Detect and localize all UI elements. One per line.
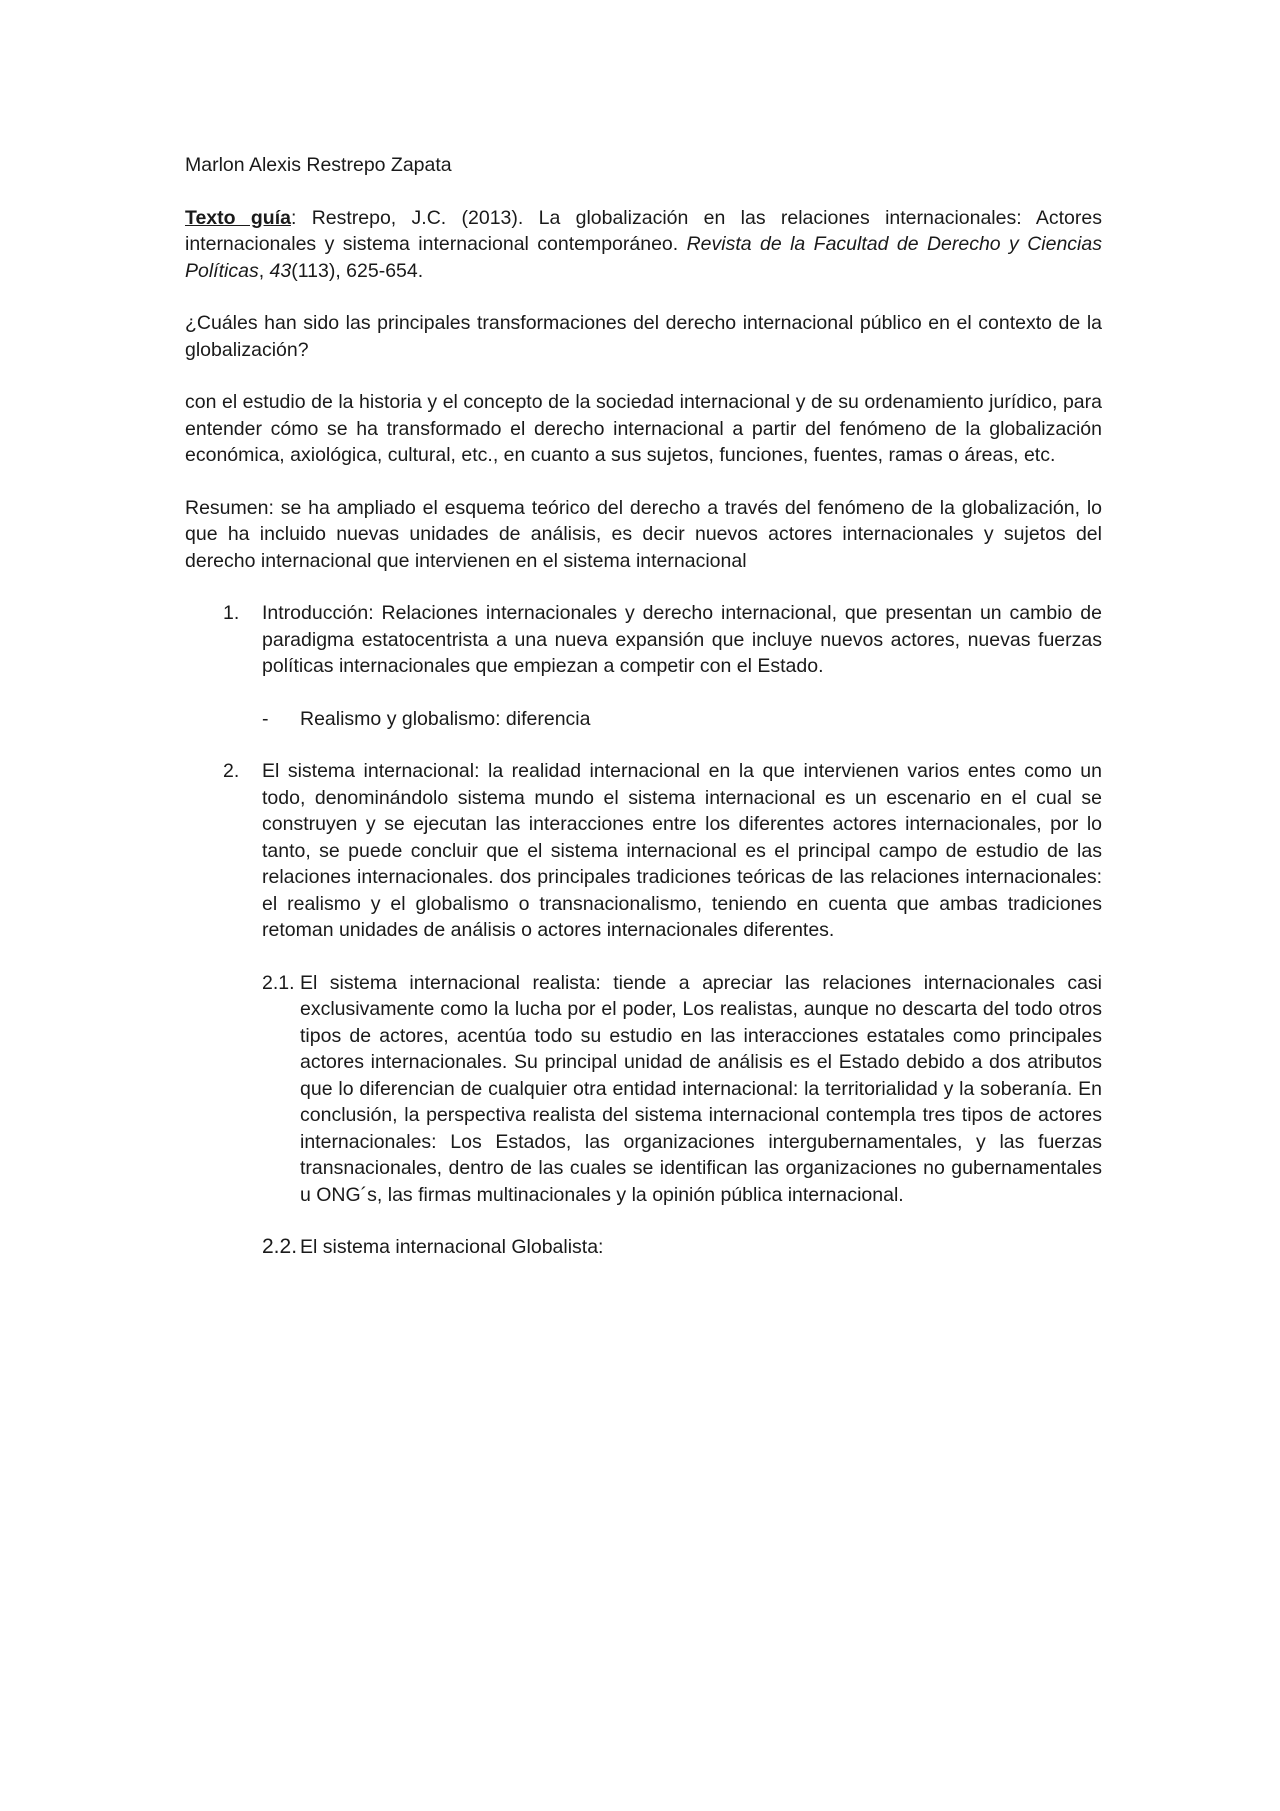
summary-paragraph: Resumen: se ha ampliado el esquema teórico del derecho a través del fenómeno de la globalización, lo que ha incluido nuevas unidades de análisis, es decir nuevos actores internacionales y sujetos del derecho internacional que intervienen en el sistema internacional bbox=[185, 496, 1102, 572]
list-item-text: Introducción: Relaciones internacionales y derecho internacional, que presentan un cambio de paradigma estatocentrista a una nueva expansión que incluye nuevos actores, nuevas fuerzas políticas internacionales que empiezan a competir con el Estado. bbox=[262, 602, 1102, 677]
reference-citation: Restrepo, J.C. (2013). La globalización en las relaciones internacionales: Actores internacionales y sistema internacional contemporáneo. bbox=[185, 206, 1102, 255]
subitem-text: El sistema internacional Globalista: bbox=[300, 1236, 604, 1258]
list-number: 2. bbox=[223, 760, 240, 782]
subitem-realista bbox=[185, 970, 1102, 1209]
reference-volume: 43 bbox=[269, 259, 292, 282]
dash-bullet: - bbox=[262, 707, 269, 730]
subitem-globalista bbox=[185, 1234, 1102, 1261]
reference-paragraph bbox=[185, 205, 1102, 285]
author-name: Marlon Alexis Restrepo Zapata bbox=[185, 154, 452, 176]
intro-paragraph: con el estudio de la historia y el concepto de la sociedad internacional y de su ordenamiento jurídico, para entender cómo se ha transformado el derecho internacional a partir del fenómeno de la globalización económica, axiológica, cultural, etc., en cuanto a sus sujetos, funciones, fuentes, ramas o áreas, etc. bbox=[185, 391, 1102, 466]
subitem-text: El sistema internacional realista: tiende a apreciar las relaciones internacionales casi exclusivamente como la lucha por el poder, Los realistas, aunque no descarta del todo otros tipos de actores, acentúa todo su estudio en las interacciones estatales como principales actores internacionales. Su principal unidad de análisis es el Estado debido a dos atributos que lo diferencian de cualquier otra entidad internacional: la territorialidad y la soberanía. En conclusión, la perspectiva realista del sistema internacional contempla tres tipos de actores internacionales: Los Estados, las organizaciones intergubernamentales, y las fuerzas transnacionales, dentro de las cuales se identifican las organizaciones no gubernamentales u ONG´s, las firmas multinacionales y la opinión pública internacional. bbox=[300, 971, 1102, 1206]
guiding-question: ¿Cuáles han sido las principales transformaciones del derecho internacional público en el contexto de la globalización? bbox=[185, 312, 1102, 361]
list-item-sistema-internacional bbox=[185, 758, 1102, 944]
subitem-number: 2.1. bbox=[262, 971, 295, 994]
list-item-text: El sistema internacional: la realidad internacional en la que intervienen varios entes como un todo, denominándolo sistema mundo el sistema internacional es un escenario en el cual se construyen y se ejecutan las interacciones entre los diferentes actores internacionales, por lo tanto, se puede concluir que el sistema internacional es el principal campo de estudio de las relaciones internacionales. dos principales tradiciones teóricas de las relaciones internacionales: el realismo y el globalismo o transnacionalismo, teniendo en cuenta que ambas tradiciones retoman unidades de análisis o actores internacionales diferentes. bbox=[262, 760, 1102, 941]
document-page bbox=[185, 152, 1102, 1287]
reference-journal: Revista de la Facultad de Derecho y Ciencias Políticas bbox=[185, 233, 1102, 282]
reference-label: Texto guía bbox=[185, 206, 291, 229]
dash-item-realismo bbox=[185, 706, 1102, 733]
reference-comma: , bbox=[258, 259, 270, 282]
reference-pages: (113), 625-654. bbox=[291, 259, 424, 282]
subitem-number: 2.2. bbox=[262, 1235, 298, 1258]
reference-separator: : bbox=[290, 206, 312, 229]
list-number: 1. bbox=[223, 602, 240, 624]
dash-item-text: Realismo y globalismo: diferencia bbox=[300, 707, 591, 730]
list-item-introduccion bbox=[185, 600, 1102, 680]
